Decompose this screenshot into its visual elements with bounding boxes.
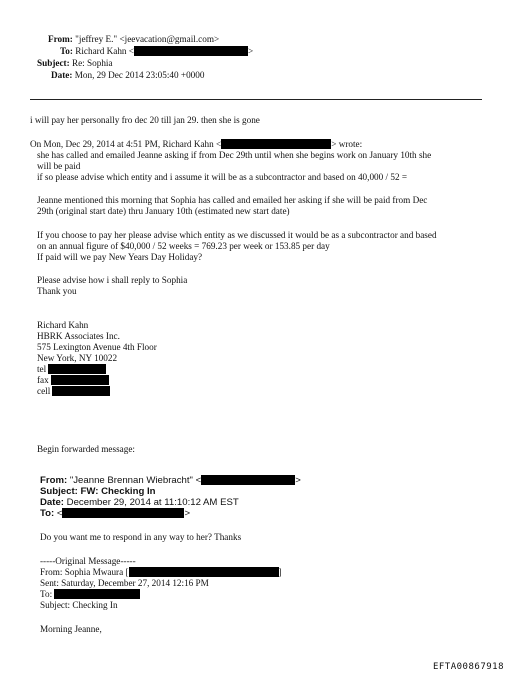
forward-intro: Begin forwarded message: <box>37 444 135 454</box>
header-to-value: Richard Kahn < <box>75 46 134 56</box>
quoted-intro-text: On Mon, Dec 29, 2014 at 4:51 PM, Richard Kahn < <box>30 139 222 149</box>
header-to-close: > <box>248 46 254 56</box>
forward-body: Do you want me to respond in any way to her? Thanks <box>40 532 242 542</box>
signature-cell <box>37 386 110 397</box>
forward-from-label: From: <box>40 475 68 486</box>
forward-to-value: < <box>56 508 63 519</box>
quoted-intro-end: > wrote: <box>331 139 363 149</box>
original-to-label: To: <box>40 589 53 599</box>
forward-from-close: > <box>295 475 301 486</box>
header-date-value: Mon, 29 Dec 2014 23:05:40 +0000 <box>74 70 205 80</box>
signature-tel-label: tel <box>37 364 47 374</box>
paragraph-line: Thank you <box>37 286 77 296</box>
paragraph-line: Please advise how i shall reply to Sophia <box>37 275 188 285</box>
header-divider <box>30 99 482 100</box>
signature-cell-label: cell <box>37 386 51 396</box>
quoted-intro <box>30 139 362 150</box>
closing-greeting: Morning Jeanne, <box>40 624 102 634</box>
original-to <box>40 589 140 600</box>
forward-date-label: Date: <box>40 497 64 508</box>
signature-address1: 575 Lexington Avenue 4th Floor <box>37 342 157 352</box>
signature-company: HBRK Associates Inc. <box>37 331 120 341</box>
header-subject-label: Subject: <box>37 58 70 68</box>
original-subject: Subject: Checking In <box>40 600 118 610</box>
header-date-label: Date: <box>51 70 73 80</box>
original-separator: -----Original Message----- <box>40 556 136 566</box>
document-id: EFTA00867918 <box>432 662 504 672</box>
original-sent: Sent: Saturday, December 27, 2014 12:16 PM <box>40 578 209 588</box>
signature-address2: New York, NY 10022 <box>37 353 118 363</box>
forward-to-close: > <box>184 508 191 519</box>
signature-fax-label: fax <box>37 375 49 385</box>
quoted-line: if so please advise which entity and i assume it will be as a subcontractor and based on 40,000 / 52 = <box>37 172 408 182</box>
forward-subject-row <box>40 486 156 497</box>
forward-from-row <box>40 475 301 486</box>
forward-to-row <box>40 508 190 519</box>
forward-date-row <box>40 497 239 508</box>
original-from-close: ] <box>278 567 282 577</box>
quoted-line: will be paid <box>37 161 81 171</box>
header-subject-row <box>37 58 113 69</box>
header-from-row <box>48 34 219 45</box>
forward-date-value: December 29, 2014 at 11:10:12 AM EST <box>66 497 239 508</box>
paragraph-line: Jeanne mentioned this morning that Sophia has called and emailed her asking if she will be paid from Dec <box>37 195 428 205</box>
header-to-row <box>60 46 253 57</box>
redaction-bar <box>221 139 331 149</box>
original-from <box>40 567 282 578</box>
forward-subject-value: FW: Checking In <box>80 486 156 497</box>
signature-fax <box>37 375 109 386</box>
original-from-text: From: Sophia Mwaura [ <box>40 567 129 577</box>
quoted-line: she has called and emailed Jeanne asking if from Dec 29th until when she begins work on January 10th she <box>37 150 432 160</box>
redaction-bar <box>51 375 109 385</box>
forward-subject-label: Subject: <box>40 486 78 497</box>
signature-name: Richard Kahn <box>37 320 89 330</box>
redaction-bar <box>52 386 110 396</box>
redaction-bar <box>48 364 106 374</box>
reply-text: i will pay her personally fro dec 20 till jan 29. then she is gone <box>30 115 260 125</box>
header-to-label: To: <box>60 46 73 56</box>
paragraph-line: 29th (original start date) thru January 10th (estimated new start date) <box>37 206 290 216</box>
header-subject-value: Re: Sophia <box>71 58 113 68</box>
forward-to-label: To: <box>40 508 55 519</box>
redaction-bar <box>134 46 248 56</box>
paragraph-line: If paid will we pay New Years Day Holiday? <box>37 252 203 262</box>
redaction-bar <box>54 589 140 599</box>
redaction-bar <box>129 567 279 577</box>
redaction-bar <box>201 475 295 485</box>
header-date-row <box>51 70 204 81</box>
redaction-bar <box>62 508 184 518</box>
paragraph-line: on an annual figure of $40,000 / 52 weeks = 769.23 per week or 153.85 per day <box>37 241 330 251</box>
signature-tel <box>37 364 106 375</box>
forward-from-value: "Jeanne Brennan Wiebracht" < <box>69 475 202 486</box>
paragraph-line: If you choose to pay her please advise which entity as we discussed it would be as a subcontractor and based <box>37 230 437 240</box>
header-from-value: "jeffrey E." <jeevacation@gmail.com> <box>75 34 220 44</box>
header-from-label: From: <box>48 34 73 44</box>
